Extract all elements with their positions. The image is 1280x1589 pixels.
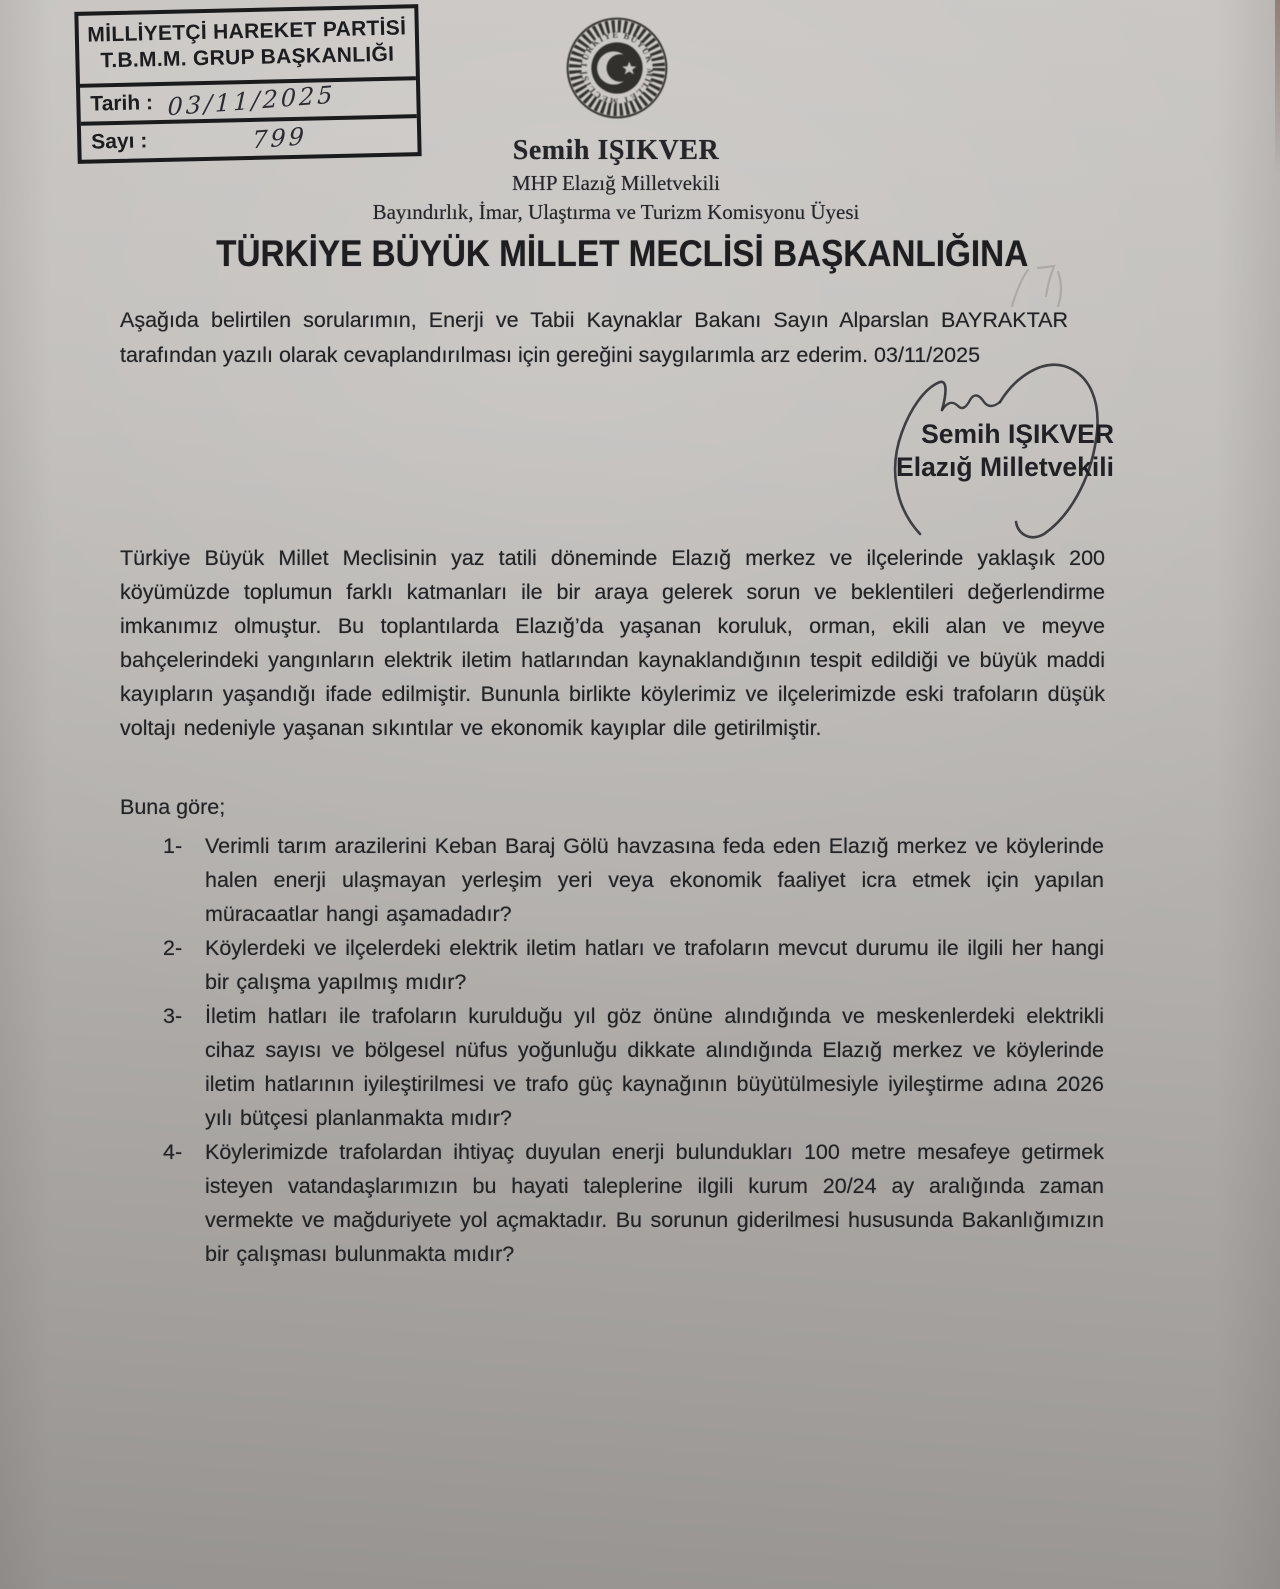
question-text: Verimli tarım arazilerini Keban Baraj Gölü havzasına feda eden Elazığ merkez ve köylerinde halen enerji ulaşmayan yerleşim yeri veya ekonomik faaliyet icra etmek için yapılan müracaatlar hangi aşamadadır? — [205, 834, 1104, 926]
author-name: Semih IŞIKVER — [512, 135, 720, 166]
photo-edge-artifact — [1275, 0, 1280, 175]
stamp-header — [78, 8, 416, 88]
question-item-4 — [142, 1135, 1104, 1271]
author-committee: Bayındırlık, İmar, Ulaştırma ve Turizm Komisyonu Üyesi — [372, 200, 860, 224]
question-text: Köylerdeki ve ilçelerdeki elektrik iletim hatları ve trafoların mevcut durumu ile ilgili her hangi bir çalışma yapılmış mıdır? — [205, 936, 1104, 994]
seal-ring-text: TÜRKİYE BÜYÜK MİLLET MECLİSİ — [578, 29, 656, 107]
stamp-date-label: Tarih : — [90, 91, 154, 116]
author-title: MHP Elazığ Milletvekili — [511, 171, 721, 195]
question-item-2 — [142, 931, 1104, 999]
stamp-number-label: Sayı : — [91, 129, 148, 154]
question-number: 1- — [163, 834, 183, 858]
stamp-party-name: MİLLİYETÇİ HAREKET PARTİSİ — [87, 16, 407, 47]
heading-text: TÜRKİYE BÜYÜK MİLLET MECLİSİ BAŞKANLIĞINA — [216, 233, 1029, 274]
question-item-1 — [142, 829, 1104, 931]
question-number: 3- — [163, 1004, 183, 1028]
signature-title: Elazığ Milletvekili — [896, 452, 1114, 482]
signature-name: Semih IŞIKVER — [921, 419, 1114, 449]
stamp-date-value: 03/11/2025 — [166, 80, 336, 122]
question-text: İletim hatları ile trafoların kurulduğu yıl göz önüne alındığında ve meskenlerdeki elektrikli cihaz sayısı ve bölgesel nüfus yoğunluğu dikkate alındığında Elazığ merkez ve köylerinde iletim hatlarının iyileştirilmesi ve trafo güç kaynağının büyütülmesiyle iyileştirme adına 2026 yılı bütçesi planlanmakta mıdır? — [205, 1004, 1104, 1130]
question-list — [142, 829, 1104, 1271]
lead-in-text: Buna göre; — [120, 795, 226, 819]
stamp-group-presidency: T.B.M.M. GRUP BAŞKANLIĞI — [100, 42, 395, 73]
question-number: 4- — [163, 1140, 183, 1164]
question-text: Köylerimizde trafolardan ihtiyaç duyulan enerji bulundukları 100 metre mesafeye getirmek isteyen vatandaşlarımızın bu hayati taleplerine ilgili kurum 20/24 ay aralığında zaman vermekte ve mağduriyete yol açmaktadır. Bu sorunun giderilmesi hususunda Bakanlığımızın bir çalışması bulunmakta mıdır? — [205, 1140, 1104, 1266]
question-item-3 — [142, 999, 1104, 1135]
body-paragraph: Türkiye Büyük Millet Meclisinin yaz tatili döneminde Elazığ merkez ve ilçelerinde yaklaşık 200 köyümüzde toplumun farklı katmanları ile bir araya gelerek sorun ve beklentileri değerlendirme imkanımız olmuştur. Bu toplantılarda Elazığ’da yaşanan koruluk, orman, ekili alan ve meyve bahçelerindeki yangınların elektrik iletim hatlarından kaynaklandığının tespit edildiği ve büyük maddi kayıpların yaşandığı ifade edilmiştir. Bununla birlikte köylerimiz ve ilçelerimizde eski trafoların düşük voltajı nedeniyle yaşanan sıkıntılar ve ekonomik kayıplar dile getirilmiştir. — [120, 546, 1105, 740]
author-block — [0, 135, 1232, 225]
intro-paragraph: Aşağıda belirtilen sorularımın, Enerji ve Tabii Kaynaklar Bakanı Sayın Alparslan BAYRAKTAR tarafından yazılı olarak cevaplandırılması için gereğini saygılarımla arz ederim. 03/11/2025 — [120, 308, 1068, 367]
pencil-mark — [998, 262, 1093, 327]
tbmm-seal-icon — [560, 11, 674, 125]
question-number: 2- — [163, 936, 183, 960]
signature-block — [858, 358, 1124, 540]
stamp-number-value: 799 — [251, 122, 308, 155]
